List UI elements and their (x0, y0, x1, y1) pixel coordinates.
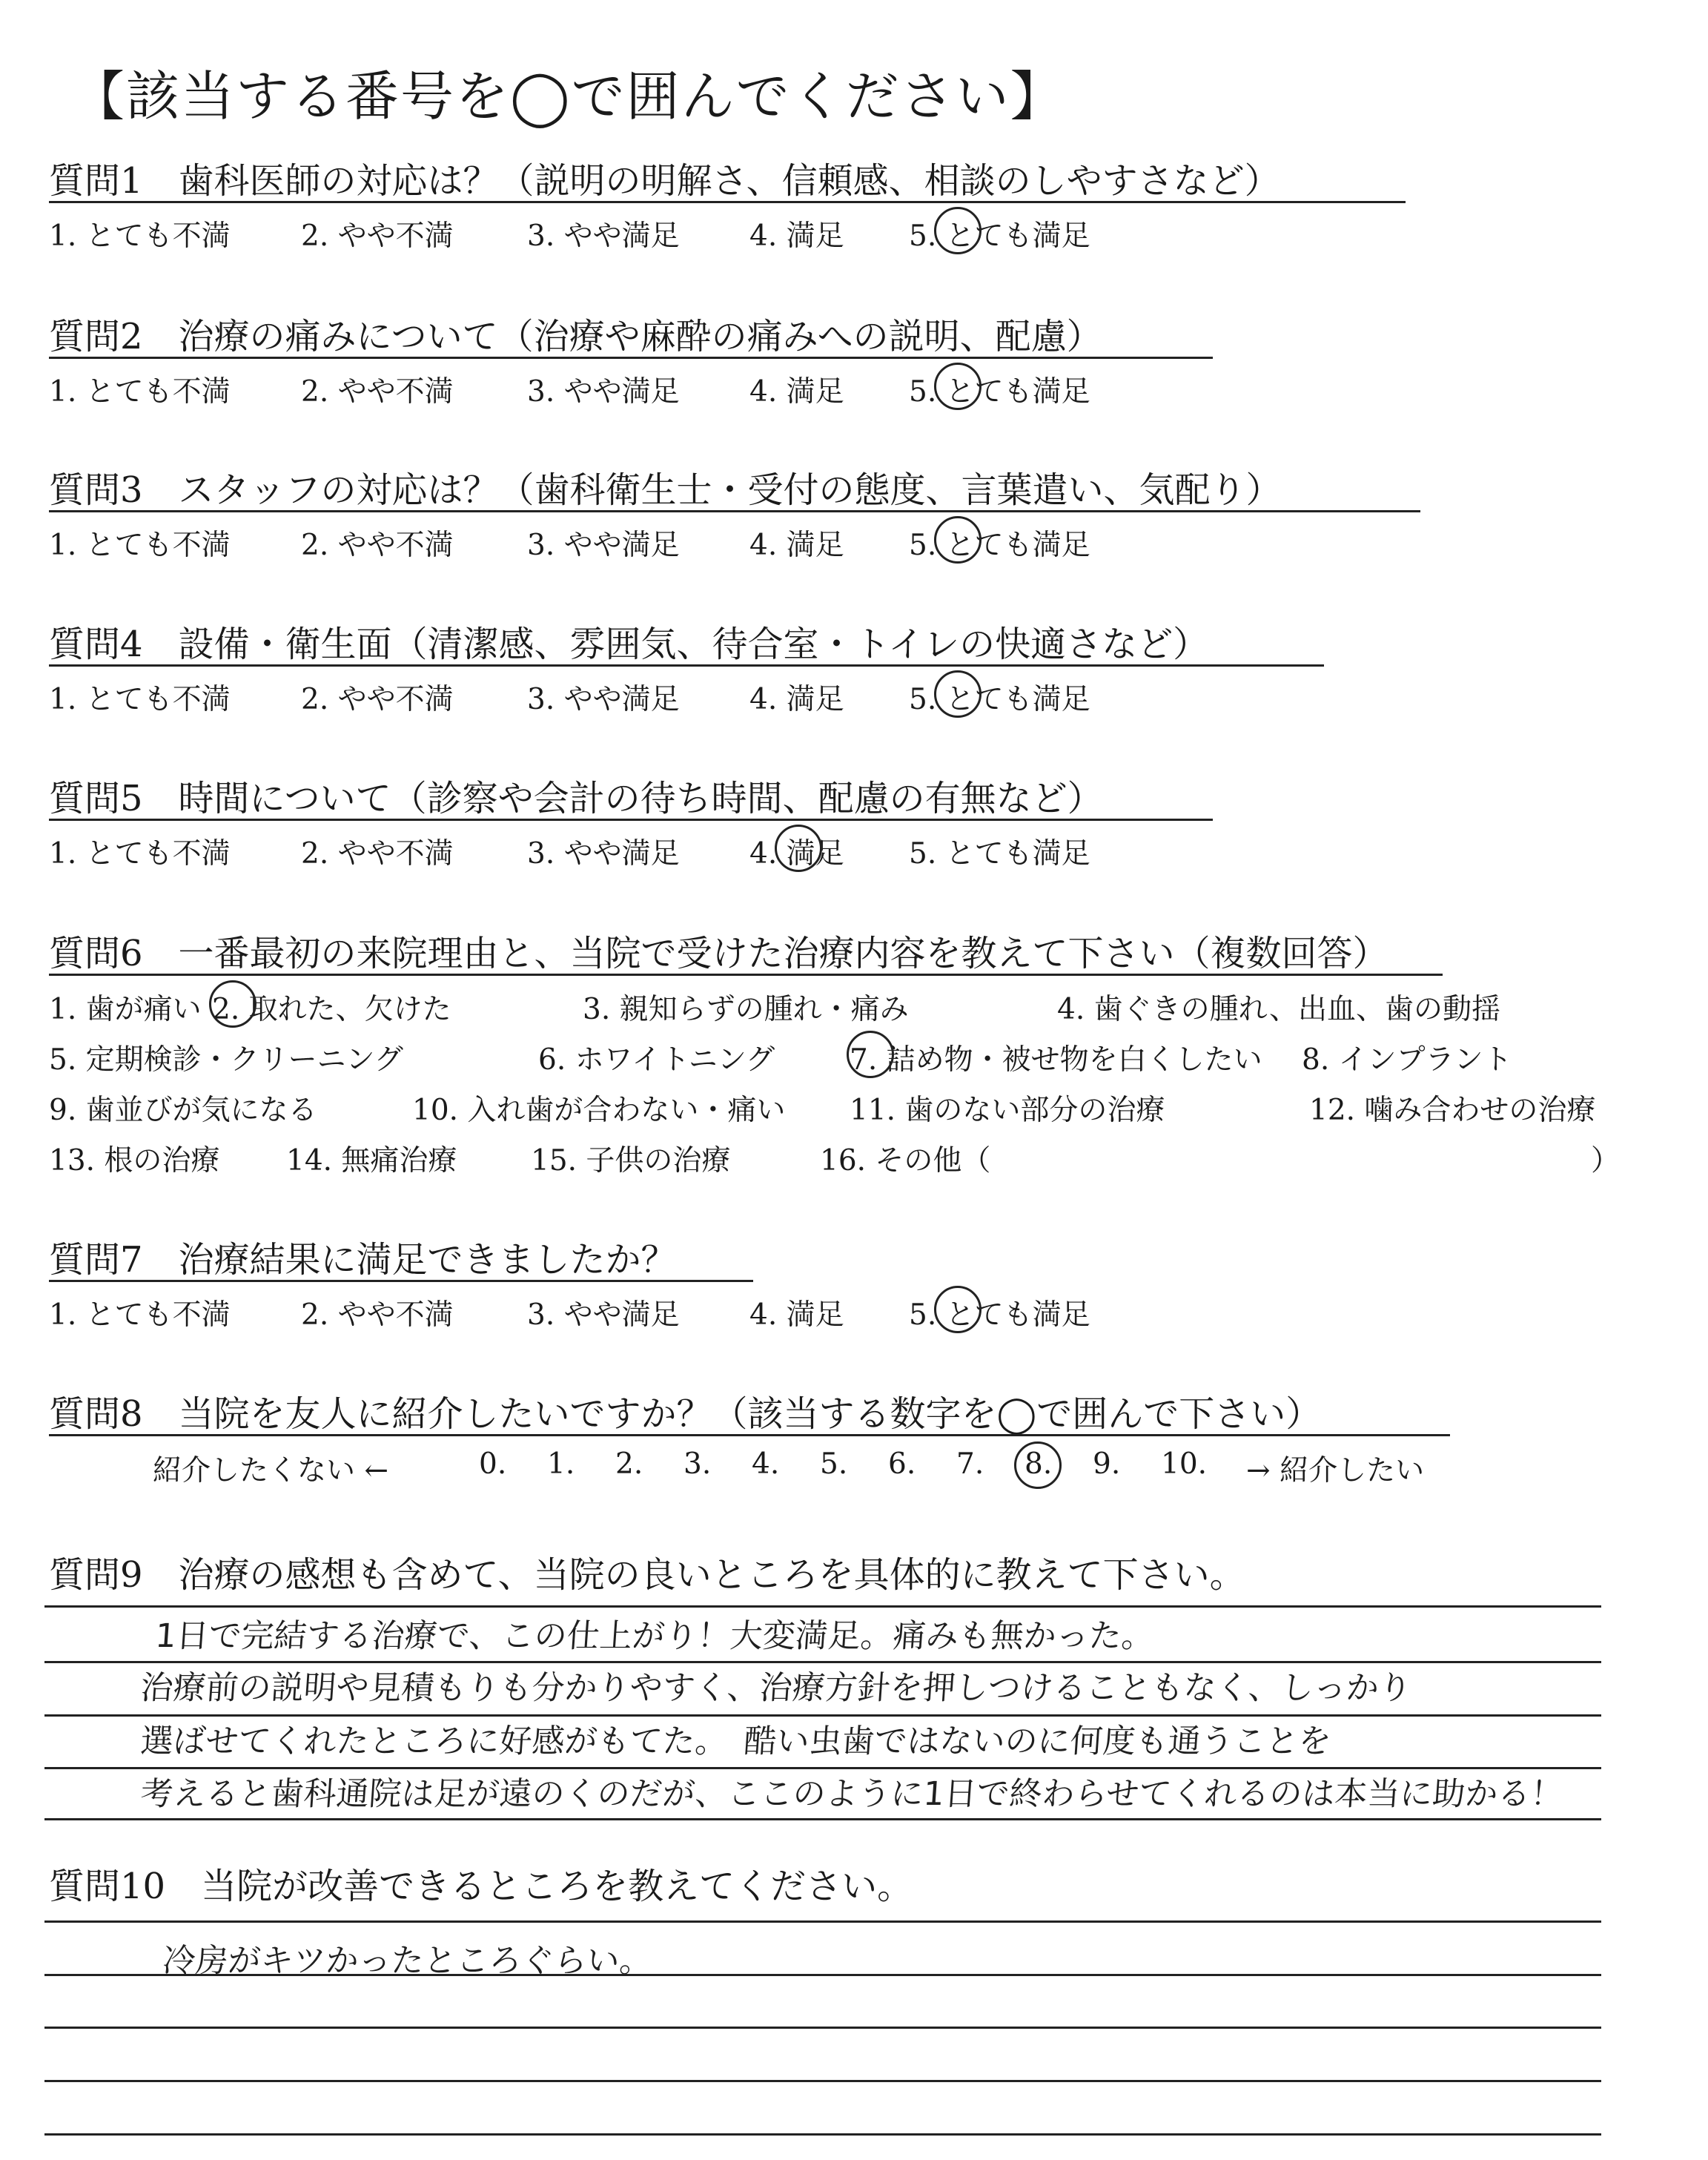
question-heading: 質問4 設備・衛生面（清潔感、雰囲気、待合室・トイレの快適さなど） (49, 624, 1209, 665)
handwritten-answer: 選ばせてくれたところに好感がもてた。 酷い虫歯ではないのに何度も通うことを (139, 1723, 1333, 1760)
scale-option[interactable]: 2. やや不満 (301, 1298, 454, 1332)
checklist-option[interactable]: 5. 定期検診・クリーニング (49, 1043, 403, 1077)
selection-circle (934, 207, 982, 254)
scale-option[interactable]: 3. やや満足 (527, 683, 680, 716)
question-heading: 質問2 治療の痛みについて（治療や麻酔の痛みへの説明、配慮） (49, 316, 1102, 357)
scale-option[interactable]: 2. やや不満 (301, 375, 454, 409)
question-heading: 質問3 スタッフの対応は？（歯科衛生士・受付の態度、言葉遣い、気配り） (49, 469, 1282, 511)
scale-option[interactable]: 1. とても不満 (49, 837, 231, 871)
scale-option[interactable]: 1. とても不満 (49, 375, 231, 409)
question-underline (49, 201, 1406, 203)
handwritten-answer: 考えると歯科通院は足が遠のくのだが、ここのように1日で終わらせてくれるのは本当に助かる！ (139, 1775, 1565, 1813)
answer-line (44, 2080, 1601, 2082)
checklist-option[interactable]: 9. 歯並びが気になる (49, 1094, 317, 1127)
page-title: 【該当する番号を◯で囲んでください】 (71, 65, 1065, 128)
nps-right-label: → 紹介したい (1246, 1454, 1425, 1487)
scale-option[interactable]: 5. とても満足 (909, 683, 1090, 716)
question-underline (49, 974, 1443, 976)
answer-line (44, 2133, 1601, 2136)
question-heading: 質問1 歯科医師の対応は？（説明の明解さ、信頼感、相談のしやすさなど） (49, 160, 1280, 202)
nps-option[interactable]: 4. (752, 1447, 780, 1481)
nps-option[interactable]: 3. (683, 1447, 712, 1481)
nps-option[interactable]: 0. (479, 1447, 507, 1481)
selection-circle (1014, 1441, 1062, 1489)
question-heading: 質問7 治療結果に満足できましたか？ (49, 1239, 677, 1281)
scale-option[interactable]: 1. とても不満 (49, 219, 231, 253)
scale-option[interactable]: 4. 満足 (749, 1298, 844, 1332)
nps-option[interactable]: 10. (1161, 1447, 1208, 1481)
scale-option[interactable]: 1. とても不満 (49, 683, 231, 716)
answer-line (44, 2027, 1601, 2029)
scale-option[interactable]: 4. 満足 (749, 529, 844, 562)
checklist-option[interactable]: 11. 歯のない部分の治療 (850, 1094, 1165, 1127)
question-underline (49, 510, 1420, 512)
scale-option[interactable]: 4. 満足 (749, 683, 844, 716)
handwritten-answer: 冷房がキツかったところぐらい。 (161, 1942, 654, 1980)
handwritten-answer: 治療前の説明や見積もりも分かりやすく、治療方針を押しつけることもなく、しっかり (139, 1669, 1413, 1707)
checklist-option[interactable]: 16. その他（ (820, 1144, 991, 1178)
scale-option[interactable]: 3. やや満足 (527, 1298, 680, 1332)
scale-option[interactable]: 5. とても満足 (909, 375, 1090, 409)
nps-option[interactable]: 5. (820, 1447, 848, 1481)
scale-option[interactable]: 4. 満足 (749, 375, 844, 409)
checklist-option[interactable]: 7. 詰め物・被せ物を白くしたい (850, 1043, 1262, 1077)
handwritten-answer: 1日で完結する治療で、この仕上がり！大変満足。痛みも無かった。 (153, 1617, 1156, 1655)
checklist-option[interactable]: 13. 根の治療 (49, 1144, 220, 1178)
checklist-option[interactable]: 12. 噛み合わせの治療 (1309, 1094, 1596, 1127)
checklist-option[interactable]: 2. 取れた、欠けた (212, 993, 451, 1026)
nps-option[interactable]: 9. (1093, 1447, 1121, 1481)
nps-option[interactable]: 1. (547, 1447, 575, 1481)
question-heading: 質問10 当院が改善できるところを教えてください。 (49, 1866, 913, 1907)
checklist-option[interactable]: 3. 親知らずの腫れ・痛み (583, 993, 909, 1026)
scale-option[interactable]: 3. やや満足 (527, 529, 680, 562)
scale-option[interactable]: 2. やや不満 (301, 219, 454, 253)
checklist-option[interactable]: 14. 無痛治療 (286, 1144, 457, 1178)
question-underline (49, 357, 1213, 359)
checklist-option[interactable]: 4. 歯ぐきの腫れ、出血、歯の動揺 (1057, 993, 1500, 1026)
selection-circle (934, 1286, 982, 1333)
nps-option[interactable]: 7. (956, 1447, 984, 1481)
answer-line (44, 1818, 1601, 1820)
scale-option[interactable]: 2. やや不満 (301, 837, 454, 871)
question-underline (49, 1280, 753, 1282)
answer-line (44, 1920, 1601, 1923)
selection-circle (847, 1031, 894, 1078)
scale-option[interactable]: 4. 満足 (749, 219, 844, 253)
scale-option[interactable]: 1. とても不満 (49, 529, 231, 562)
scale-option[interactable]: 3. やや満足 (527, 219, 680, 253)
scale-option[interactable]: 5. とても満足 (909, 219, 1090, 253)
nps-option[interactable]: 8. (1025, 1447, 1053, 1481)
selection-circle (934, 670, 982, 718)
scale-option[interactable]: 5. とても満足 (909, 1298, 1090, 1332)
scale-option[interactable]: 5. とても満足 (909, 837, 1090, 871)
nps-left-label: 紹介したくない ← (153, 1454, 389, 1487)
scale-option[interactable]: 5. とても満足 (909, 529, 1090, 562)
scale-option[interactable]: 2. やや不満 (301, 683, 454, 716)
question-underline (49, 664, 1324, 667)
checklist-option[interactable]: ） (1591, 1144, 1621, 1178)
scale-option[interactable]: 2. やや不満 (301, 529, 454, 562)
scale-option[interactable]: 3. やや満足 (527, 837, 680, 871)
answer-line (44, 1605, 1601, 1608)
question-heading: 質問6 一番最初の来院理由と、当院で受けた治療内容を教えて下さい（複数回答） (49, 933, 1388, 974)
checklist-option[interactable]: 15. 子供の治療 (531, 1144, 731, 1178)
question-heading: 質問5 時間について（診察や会計の待ち時間、配慮の有無など） (49, 778, 1103, 819)
selection-circle (775, 825, 822, 872)
checklist-option[interactable]: 1. 歯が痛い (49, 993, 202, 1026)
nps-option[interactable]: 2. (615, 1447, 643, 1481)
scale-option[interactable]: 4. 満足 (749, 837, 844, 871)
question-heading: 質問9 治療の感想も含めて、当院の良いところを具体的に教えて下さい。 (49, 1554, 1245, 1596)
scale-option[interactable]: 3. やや満足 (527, 375, 680, 409)
checklist-option[interactable]: 8. インプラント (1302, 1043, 1512, 1077)
checklist-option[interactable]: 10. 入れ歯が合わない・痛い (412, 1094, 786, 1127)
checklist-option[interactable]: 6. ホワイトニング (538, 1043, 775, 1077)
question-underline (49, 1434, 1450, 1436)
question-heading: 質問8 当院を友人に紹介したいですか？（該当する数字を◯で囲んで下さい） (49, 1393, 1322, 1435)
selection-circle (209, 980, 256, 1028)
selection-circle (934, 363, 982, 410)
nps-option[interactable]: 6. (888, 1447, 916, 1481)
selection-circle (934, 516, 982, 564)
scale-option[interactable]: 1. とても不満 (49, 1298, 231, 1332)
question-underline (49, 819, 1213, 821)
